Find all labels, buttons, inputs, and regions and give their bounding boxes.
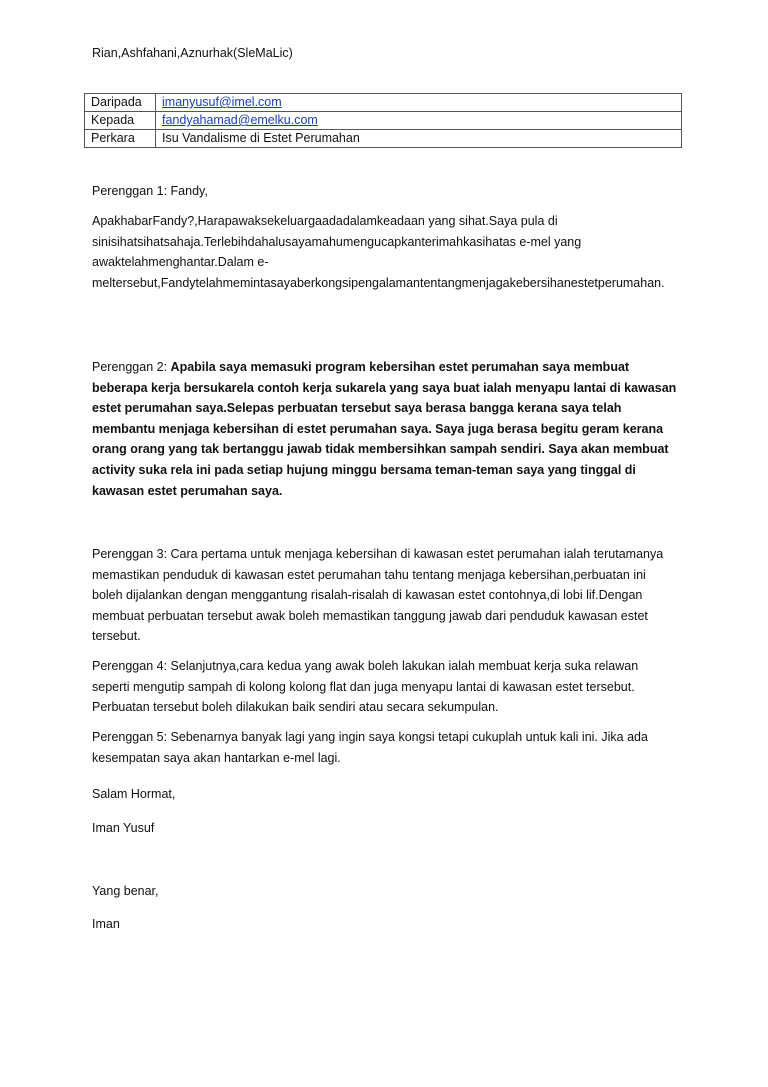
meta-row-from [85,94,682,112]
paragraph-2-label: Perenggan 2: [92,360,171,374]
to-email-link[interactable]: fandyahamad@emelku.com [162,113,318,127]
paragraph-5: Perenggan 5: Sebenarnya banyak lagi yang ingin saya kongsi tetapi cukuplah untuk kali ini. Jika ada kesempatan saya akan hantarkan e-mel lagi. [92,730,648,765]
meta-label-to: Kepada [85,112,156,130]
paragraph-2-body: Apabila saya memasuki program kebersihan estet perumahan saya membuat beberapa kerja bersukarela contoh kerja sukarela yang saya buat ialah menyapu lantai di kawasan estet perumahan saya.Selepas perbuatan tersebut saya berasa bangga kerana saya telah membantu menjaga kebersihan di estet perumahan saya. Saya juga berasa begitu geram kerana orang orang yang tak bertanggu jawab tidak membersihkan sampah sendiri. Saya akan membuat activity suka rela ini pada setiap hujung minggu bersama teman-teman saya yang tinggal di kawasan estet perumahan saya. [92,360,677,498]
email-meta-table [84,93,682,148]
meta-value-to [156,112,682,130]
closing-sincerely: Yang benar, [92,884,159,898]
from-email-link[interactable]: imanyusuf@imel.com [162,95,282,109]
meta-label-subject: Perkara [85,130,156,148]
greeting-line: Perenggan 1: Fandy, [92,184,208,198]
paragraph-2 [92,357,678,501]
meta-row-subject [85,130,682,148]
paragraph-1: ApakhabarFandy?,Harapawaksekeluargaadadalamkeadaan yang sihat.Saya pula di sinisihatsihatsahaja.Terlebihdahalusayamahumengucapkanterimahkasihatas e-mel yang awaktelahmenghantar.Dalam e-meltersebut,Fandytelahmemintasayaberkongsipengalamantentangmenjagakebersihanestetperumahan. [92,214,665,290]
signature-name: Iman Yusuf [92,821,155,835]
paragraph-3: Perenggan 3: Cara pertama untuk menjaga kebersihan di kawasan estet perumahan ialah terutamanya memastikan penduduk di kawasan estet perumahan tahu tentang menjaga kebersihan,perbuatan ini boleh dijalankan dengan menggantung risalah-risalah di kawasan estet contohnya,di lobi lif.Dengan membuat perbuatan tersebut awak boleh memastikan tanggung jawab dari penduduk kawasan estet tersebut. [92,547,664,644]
document-header: Rian,Ashfahani,Aznurhak(SleMaLic) [92,46,293,60]
meta-value-subject: Isu Vandalisme di Estet Perumahan [156,130,682,148]
closing-salutation: Salam Hormat, [92,787,176,801]
paragraph-4: Perenggan 4: Selanjutnya,cara kedua yang awak boleh lakukan ialah membuat kerja suka relawan seperti mengutip sampah di kolong kolong flat dan juga menyapu lantai di kawasan estet tersebut. Perbuatan tersebut boleh dilakukan baik sendiri atau secara sekumpulan. [92,659,639,715]
meta-label-from: Daripada [85,94,156,112]
meta-row-to [85,112,682,130]
signature-short-name: Iman [92,917,120,931]
meta-value-from [156,94,682,112]
